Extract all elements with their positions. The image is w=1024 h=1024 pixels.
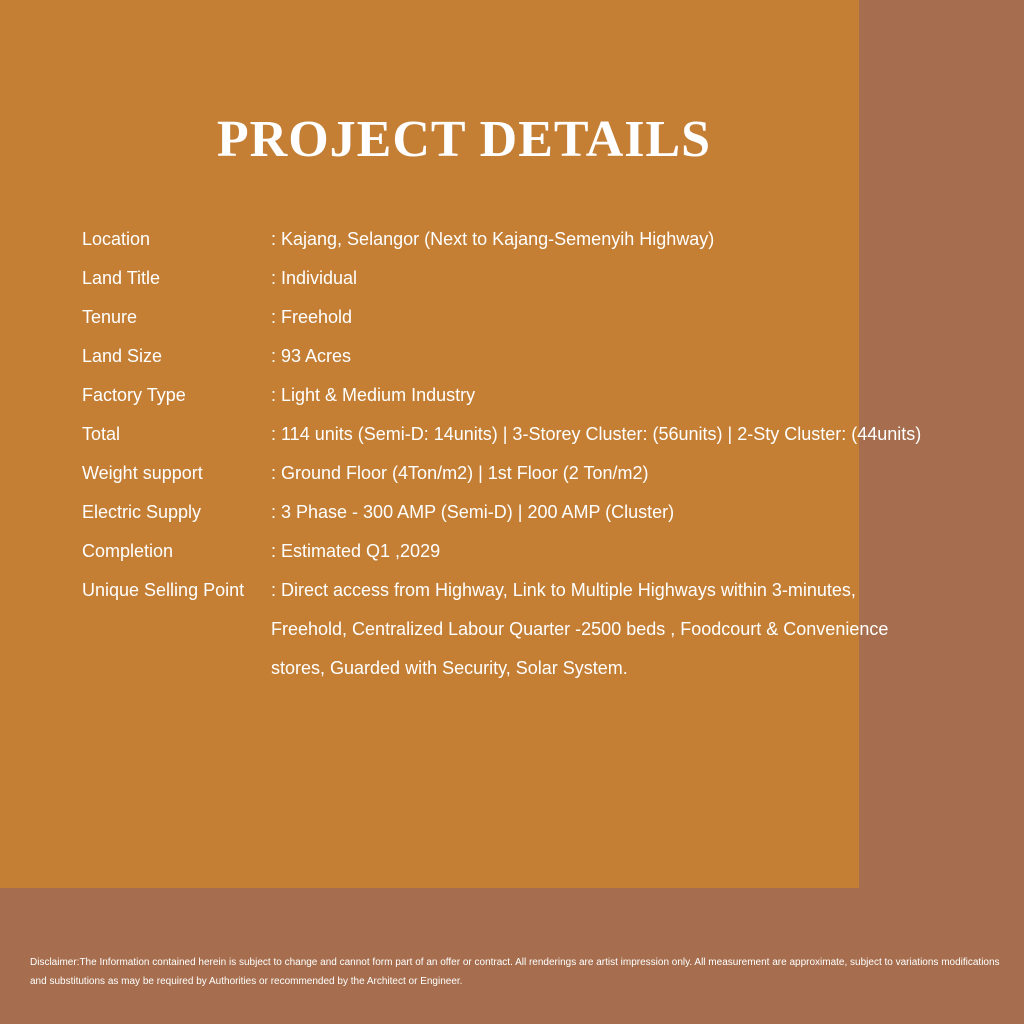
detail-label: Factory Type xyxy=(82,385,186,405)
project-details-list xyxy=(82,220,982,688)
detail-value: : Estimated Q1 ,2029 xyxy=(271,541,441,561)
detail-value: : Ground Floor (4Ton/m2) | 1st Floor (2 Ton/m2) xyxy=(271,463,649,483)
detail-value: : Individual xyxy=(271,268,358,288)
disclaimer-text: Disclaimer:The Information contained herein is subject to change and cannot form part of an offer or contract. All renderings are artist impression only. All measurement are approximate, subject to variations modifications and substitutions as may be required by Authorities or recommended by the Architect or Engineer. xyxy=(30,957,1000,987)
detail-row-land-title xyxy=(82,259,982,298)
detail-value: : Light & Medium Industry xyxy=(271,385,476,405)
detail-row-completion xyxy=(82,532,982,571)
detail-label: Land Size xyxy=(82,346,163,366)
detail-row-total xyxy=(82,415,982,454)
page-title: PROJECT DETAILS xyxy=(216,111,712,168)
detail-label: Completion xyxy=(82,541,174,561)
detail-row-factory-type xyxy=(82,376,982,415)
detail-value: : 3 Phase - 300 AMP (Semi-D) | 200 AMP (Cluster) xyxy=(271,502,675,522)
detail-label: Unique Selling Point xyxy=(82,580,245,600)
detail-row-location xyxy=(82,220,982,259)
detail-label: Location xyxy=(82,229,151,249)
detail-row-electric-supply xyxy=(82,493,982,532)
detail-label: Total xyxy=(82,424,121,444)
detail-row-tenure xyxy=(82,298,982,337)
detail-row-land-size xyxy=(82,337,982,376)
detail-value: : 93 Acres xyxy=(271,346,352,366)
detail-label: Tenure xyxy=(82,307,138,327)
detail-value: : Kajang, Selangor (Next to Kajang-Semenyih Highway) xyxy=(271,229,715,249)
detail-row-weight-support xyxy=(82,454,982,493)
detail-label: Weight support xyxy=(82,463,203,483)
detail-value: : Direct access from Highway, Link to Multiple Highways within 3-minutes, Freehold, Centralized Labour Quarter -2500 beds , Foodcourt & Convenience stores, Guarded with Security, Solar System. xyxy=(271,580,889,678)
detail-label: Electric Supply xyxy=(82,502,202,522)
detail-label: Land Title xyxy=(82,268,161,288)
detail-value: : Freehold xyxy=(271,307,353,327)
detail-row-unique-selling-point xyxy=(82,571,982,688)
detail-value: : 114 units (Semi-D: 14units) | 3-Storey Cluster: (56units) | 2-Sty Cluster: (44units) xyxy=(271,424,922,444)
